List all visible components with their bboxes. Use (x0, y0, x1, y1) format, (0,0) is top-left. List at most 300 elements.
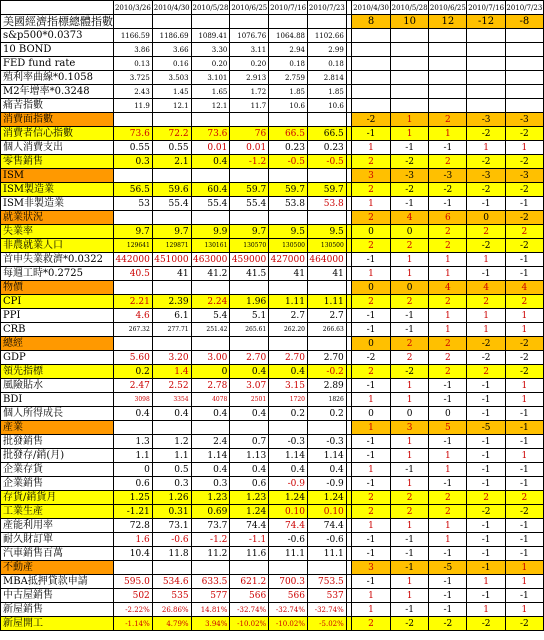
value-cell[interactable] (269, 561, 308, 575)
signal-cell[interactable]: -1 (429, 379, 467, 393)
signal-cell[interactable] (429, 29, 467, 43)
value-cell[interactable]: 3.86 (114, 43, 153, 57)
signal-cell[interactable] (352, 43, 391, 57)
value-cell[interactable]: 0.01 (230, 141, 269, 155)
value-cell[interactable]: 0.55 (152, 141, 191, 155)
signal-cell[interactable]: 1 (505, 575, 543, 589)
indicator-label[interactable]: PPI (1, 309, 114, 323)
signal-cell[interactable]: 1 (429, 127, 467, 141)
value-cell[interactable] (307, 169, 346, 183)
value-cell[interactable]: 0.4 (269, 463, 308, 477)
signal-cell[interactable]: 1 (352, 141, 391, 155)
value-cell[interactable] (269, 211, 308, 225)
signal-cell[interactable]: 2 (352, 183, 391, 197)
empty-cell[interactable] (191, 15, 230, 29)
signal-cell[interactable]: 1 (429, 323, 467, 337)
signal-cell[interactable]: 4 (467, 281, 505, 295)
value-cell[interactable]: -1.14% (114, 617, 153, 631)
signal-cell[interactable]: -1 (391, 547, 429, 561)
value-cell[interactable]: 0.5 (152, 463, 191, 477)
value-cell[interactable]: 3.30 (191, 43, 230, 57)
signal-cell[interactable]: 2 (467, 491, 505, 505)
value-cell[interactable]: 3.20 (152, 351, 191, 365)
signal-cell[interactable] (467, 43, 505, 57)
signal-cell[interactable] (467, 71, 505, 85)
value-cell[interactable]: -0.6 (307, 533, 346, 547)
value-cell[interactable]: 41 (269, 267, 308, 281)
value-cell[interactable]: -1.2 (230, 155, 269, 169)
date-header[interactable]: 2010/5/28 (191, 1, 230, 15)
signal-cell[interactable]: -1 (467, 533, 505, 547)
signal-cell[interactable]: 1 (429, 253, 467, 267)
signal-cell[interactable]: -1 (352, 323, 391, 337)
value-cell[interactable]: 1.25 (114, 491, 153, 505)
value-cell[interactable]: 5.1 (230, 309, 269, 323)
signal-cell[interactable]: 1 (391, 589, 429, 603)
date-header[interactable]: 2010/4/30 (152, 1, 191, 15)
date-header[interactable]: 2010/7/23 (307, 1, 346, 15)
value-cell[interactable]: 1.24 (307, 491, 346, 505)
date-header[interactable]: 2010/3/26 (114, 1, 153, 15)
signal-cell[interactable]: 1 (505, 393, 543, 407)
signal-cell[interactable]: -3 (467, 169, 505, 183)
signal-cell[interactable]: -2 (467, 155, 505, 169)
signal-cell[interactable]: -1 (505, 477, 543, 491)
value-cell[interactable] (230, 337, 269, 351)
indicator-label[interactable]: 領先指標 (1, 365, 114, 379)
indicator-label[interactable]: 消費者信心指數 (1, 127, 114, 141)
empty-cell[interactable] (307, 15, 346, 29)
indicator-label[interactable]: 零售銷售 (1, 155, 114, 169)
value-cell[interactable]: -0.2 (307, 365, 346, 379)
signal-cell[interactable]: -1 (467, 267, 505, 281)
signal-cell[interactable]: -3 (505, 113, 543, 127)
indicator-label[interactable]: 非農就業人口 (1, 239, 114, 253)
signal-cell[interactable] (352, 71, 391, 85)
signal-cell[interactable]: -1 (352, 435, 391, 449)
signal-total[interactable]: 12 (429, 15, 467, 29)
signal-cell[interactable]: 2 (429, 295, 467, 309)
value-cell[interactable]: 59.7 (307, 183, 346, 197)
signal-cell[interactable]: -2 (391, 365, 429, 379)
signal-cell[interactable]: -1 (391, 463, 429, 477)
signal-cell[interactable]: 1 (352, 463, 391, 477)
value-cell[interactable]: 0.01 (191, 141, 230, 155)
value-cell[interactable]: 0.31 (152, 505, 191, 519)
signal-cell[interactable]: 0 (429, 407, 467, 421)
value-cell[interactable] (191, 561, 230, 575)
value-cell[interactable]: 1.45 (152, 85, 191, 99)
signal-cell[interactable]: -1 (505, 435, 543, 449)
signal-cell[interactable]: -1 (352, 477, 391, 491)
signal-cell[interactable]: -1 (352, 309, 391, 323)
value-cell[interactable]: 1166.59 (114, 29, 153, 43)
indicator-label[interactable]: BDI (1, 393, 114, 407)
value-cell[interactable]: 10.4 (114, 547, 153, 561)
value-cell[interactable] (230, 281, 269, 295)
indicator-label[interactable]: 存貨/銷貨月 (1, 491, 114, 505)
signal-cell[interactable]: 1 (391, 449, 429, 463)
value-cell[interactable]: 9.9 (191, 225, 230, 239)
signal-cell[interactable]: -1 (467, 463, 505, 477)
signal-cell[interactable]: 0 (352, 281, 391, 295)
value-cell[interactable]: 262.20 (269, 323, 308, 337)
signal-cell[interactable]: -1 (391, 141, 429, 155)
indicator-label[interactable]: 中古屋銷售 (1, 589, 114, 603)
value-cell[interactable] (269, 421, 308, 435)
value-cell[interactable]: 1102.66 (307, 29, 346, 43)
signal-cell[interactable]: -2 (505, 211, 543, 225)
indicator-label[interactable]: 首申失業救濟*0.0322 (1, 253, 114, 267)
signal-cell[interactable]: 2 (505, 491, 543, 505)
value-cell[interactable]: 2.814 (307, 71, 346, 85)
indicator-label[interactable]: 工業生產 (1, 505, 114, 519)
indicator-label[interactable]: CPI (1, 295, 114, 309)
value-cell[interactable]: -32.74% (307, 603, 346, 617)
signal-cell[interactable]: -1 (429, 393, 467, 407)
value-cell[interactable]: 53.8 (269, 197, 308, 211)
signal-cell[interactable]: 1 (429, 267, 467, 281)
value-cell[interactable]: 2.99 (307, 43, 346, 57)
value-cell[interactable]: 130500 (269, 239, 308, 253)
value-cell[interactable]: -0.5 (307, 155, 346, 169)
signal-cell[interactable]: -1 (352, 449, 391, 463)
value-cell[interactable]: 2.52 (152, 379, 191, 393)
signal-cell[interactable]: 2 (352, 295, 391, 309)
signal-cell[interactable]: 1 (505, 323, 543, 337)
value-cell[interactable] (191, 113, 230, 127)
value-cell[interactable]: 3098 (114, 393, 153, 407)
indicator-label[interactable]: 痛苦指數 (1, 99, 114, 113)
signal-cell[interactable]: -2 (352, 351, 391, 365)
value-cell[interactable] (114, 169, 153, 183)
indicator-label[interactable]: CRB (1, 323, 114, 337)
indicator-label[interactable]: FED fund rate (1, 57, 114, 71)
value-cell[interactable] (114, 211, 153, 225)
signal-cell[interactable] (391, 43, 429, 57)
value-cell[interactable]: 621.2 (230, 575, 269, 589)
indicator-label[interactable]: 批發存/銷(月) (1, 449, 114, 463)
signal-date-header[interactable]: 2010/5/28 (391, 1, 429, 15)
value-cell[interactable]: 73.6 (191, 127, 230, 141)
date-header[interactable]: 2010/6/25 (230, 1, 269, 15)
signal-cell[interactable]: 2 (352, 155, 391, 169)
value-cell[interactable]: -0.6 (152, 533, 191, 547)
value-cell[interactable]: 55.4 (152, 197, 191, 211)
signal-cell[interactable]: -1 (429, 477, 467, 491)
value-cell[interactable] (152, 561, 191, 575)
value-cell[interactable]: 76 (230, 127, 269, 141)
signal-cell[interactable]: -1 (391, 603, 429, 617)
value-cell[interactable]: 129641 (114, 239, 153, 253)
value-cell[interactable]: 3.15 (269, 379, 308, 393)
value-cell[interactable] (230, 561, 269, 575)
signal-cell[interactable] (352, 29, 391, 43)
value-cell[interactable]: 1.24 (269, 491, 308, 505)
indicator-label[interactable]: 企業存貨 (1, 463, 114, 477)
value-cell[interactable] (307, 421, 346, 435)
signal-cell[interactable]: -1 (467, 393, 505, 407)
signal-cell[interactable]: 4 (429, 281, 467, 295)
signal-cell[interactable]: -1 (467, 407, 505, 421)
value-cell[interactable]: 463000 (191, 253, 230, 267)
value-cell[interactable]: -0.6 (269, 533, 308, 547)
value-cell[interactable]: 55.4 (191, 197, 230, 211)
value-cell[interactable]: 265.61 (230, 323, 269, 337)
value-cell[interactable] (230, 421, 269, 435)
category-label[interactable]: 物價 (1, 281, 114, 295)
signal-cell[interactable]: -2 (467, 127, 505, 141)
value-cell[interactable]: -0.9 (307, 477, 346, 491)
signal-cell[interactable]: -1 (391, 197, 429, 211)
value-cell[interactable]: 3.07 (230, 379, 269, 393)
indicator-label[interactable]: 新屋開工 (1, 617, 114, 631)
signal-cell[interactable]: 1 (352, 197, 391, 211)
empty-cell[interactable] (230, 15, 269, 29)
signal-cell[interactable]: 2 (391, 505, 429, 519)
value-cell[interactable] (191, 211, 230, 225)
signal-cell[interactable]: 2 (505, 295, 543, 309)
value-cell[interactable]: 10.6 (269, 99, 308, 113)
value-cell[interactable]: 11.9 (114, 99, 153, 113)
value-cell[interactable]: 0.13 (114, 57, 153, 71)
signal-cell[interactable]: -2 (467, 505, 505, 519)
value-cell[interactable]: 1064.88 (269, 29, 308, 43)
value-cell[interactable]: 0.6 (114, 477, 153, 491)
signal-cell[interactable] (429, 43, 467, 57)
value-cell[interactable]: 0.4 (230, 463, 269, 477)
signal-cell[interactable]: -3 (429, 169, 467, 183)
value-cell[interactable]: 1.11 (307, 295, 346, 309)
signal-cell[interactable]: 1 (429, 533, 467, 547)
indicator-label[interactable]: 風險貼水 (1, 379, 114, 393)
signal-cell[interactable]: -1 (391, 561, 429, 575)
indicator-label[interactable]: GDP (1, 351, 114, 365)
signal-cell[interactable]: -1 (429, 589, 467, 603)
value-cell[interactable]: 66.5 (269, 127, 308, 141)
signal-cell[interactable]: -1 (429, 141, 467, 155)
indicator-label[interactable]: s&p500*0.0373 (1, 29, 114, 43)
signal-cell[interactable]: 1 (391, 575, 429, 589)
signal-cell[interactable]: -2 (505, 351, 543, 365)
signal-cell[interactable] (467, 57, 505, 71)
value-cell[interactable]: 577 (191, 589, 230, 603)
value-cell[interactable]: 0.23 (307, 141, 346, 155)
value-cell[interactable] (269, 169, 308, 183)
signal-cell[interactable]: 1 (352, 589, 391, 603)
signal-cell[interactable]: 2 (467, 365, 505, 379)
signal-cell[interactable] (352, 57, 391, 71)
empty-cell[interactable] (269, 15, 308, 29)
signal-cell[interactable]: -1 (467, 477, 505, 491)
signal-cell[interactable]: 1 (352, 421, 391, 435)
signal-cell[interactable]: -2 (391, 155, 429, 169)
signal-cell[interactable]: 1 (429, 463, 467, 477)
value-cell[interactable]: 1.26 (152, 491, 191, 505)
value-cell[interactable] (230, 113, 269, 127)
value-cell[interactable]: 2.7 (307, 309, 346, 323)
signal-cell[interactable]: 2 (429, 505, 467, 519)
signal-cell[interactable]: 1 (467, 323, 505, 337)
signal-cell[interactable]: 1 (391, 127, 429, 141)
signal-cell[interactable]: -3 (505, 169, 543, 183)
corner-cell[interactable] (1, 1, 114, 15)
signal-cell[interactable]: 1 (352, 603, 391, 617)
signal-cell[interactable]: 2 (352, 211, 391, 225)
signal-cell[interactable]: 2 (352, 505, 391, 519)
value-cell[interactable]: 4.6 (114, 309, 153, 323)
signal-cell[interactable] (505, 99, 543, 113)
value-cell[interactable]: 1.96 (230, 295, 269, 309)
signal-cell[interactable]: -5 (429, 561, 467, 575)
indicator-label[interactable]: 個人消費支出 (1, 141, 114, 155)
value-cell[interactable] (307, 113, 346, 127)
value-cell[interactable]: 3.101 (191, 71, 230, 85)
value-cell[interactable]: 2.43 (114, 85, 153, 99)
signal-cell[interactable]: 1 (391, 267, 429, 281)
value-cell[interactable]: 0.18 (269, 57, 308, 71)
value-cell[interactable]: 0 (114, 463, 153, 477)
signal-cell[interactable] (391, 85, 429, 99)
value-cell[interactable]: 26.86% (152, 603, 191, 617)
value-cell[interactable]: 5.4 (191, 309, 230, 323)
indicator-label[interactable]: 個人所得成長 (1, 407, 114, 421)
sheet-title[interactable]: 美國經濟指標總體指數 (1, 15, 114, 29)
signal-cell[interactable]: -1 (505, 253, 543, 267)
signal-cell[interactable]: 1 (352, 519, 391, 533)
signal-cell[interactable]: -1 (467, 197, 505, 211)
value-cell[interactable]: 2.1 (152, 155, 191, 169)
value-cell[interactable]: 1.4 (152, 365, 191, 379)
value-cell[interactable]: 1089.41 (191, 29, 230, 43)
value-cell[interactable]: 1.65 (191, 85, 230, 99)
signal-cell[interactable]: -2 (505, 183, 543, 197)
signal-cell[interactable]: -1 (467, 547, 505, 561)
value-cell[interactable]: -32.74% (230, 603, 269, 617)
value-cell[interactable]: 1720 (269, 393, 308, 407)
signal-date-header[interactable]: 2010/6/25 (429, 1, 467, 15)
signal-cell[interactable]: 5 (429, 421, 467, 435)
value-cell[interactable]: 59.7 (269, 183, 308, 197)
value-cell[interactable]: 4078 (191, 393, 230, 407)
value-cell[interactable]: 2.70 (269, 351, 308, 365)
value-cell[interactable]: 2.4 (191, 435, 230, 449)
signal-cell[interactable]: 1 (429, 519, 467, 533)
signal-cell[interactable]: -1 (505, 197, 543, 211)
signal-cell[interactable]: -1 (429, 197, 467, 211)
value-cell[interactable]: -10.02% (269, 617, 308, 631)
category-label[interactable]: 總經 (1, 337, 114, 351)
value-cell[interactable]: 74.4 (230, 519, 269, 533)
value-cell[interactable]: 11.6 (230, 547, 269, 561)
signal-cell[interactable] (505, 43, 543, 57)
value-cell[interactable]: 1186.69 (152, 29, 191, 43)
signal-cell[interactable]: -1 (429, 575, 467, 589)
value-cell[interactable] (191, 281, 230, 295)
signal-cell[interactable]: -2 (505, 337, 543, 351)
signal-cell[interactable]: 2 (352, 617, 391, 631)
value-cell[interactable]: 3.11 (230, 43, 269, 57)
value-cell[interactable] (152, 337, 191, 351)
value-cell[interactable]: 41 (152, 267, 191, 281)
signal-cell[interactable]: 2 (352, 239, 391, 253)
value-cell[interactable] (152, 281, 191, 295)
signal-cell[interactable]: 1 (467, 253, 505, 267)
signal-cell[interactable] (352, 85, 391, 99)
value-cell[interactable]: 11.8 (152, 547, 191, 561)
value-cell[interactable]: 59.7 (230, 183, 269, 197)
signal-cell[interactable]: 1 (391, 113, 429, 127)
signal-cell[interactable]: -2 (505, 365, 543, 379)
value-cell[interactable] (307, 211, 346, 225)
value-cell[interactable] (307, 561, 346, 575)
signal-cell[interactable]: 0 (352, 337, 391, 351)
value-cell[interactable]: 2.78 (191, 379, 230, 393)
value-cell[interactable]: 442000 (114, 253, 153, 267)
value-cell[interactable]: 451000 (152, 253, 191, 267)
signal-cell[interactable]: -1 (467, 449, 505, 463)
signal-cell[interactable]: -2 (429, 183, 467, 197)
empty-cell[interactable] (114, 15, 153, 29)
value-cell[interactable]: 266.63 (307, 323, 346, 337)
signal-cell[interactable]: 0 (352, 407, 391, 421)
value-cell[interactable]: 41.5 (230, 267, 269, 281)
value-cell[interactable]: 0.4 (152, 407, 191, 421)
signal-cell[interactable]: -1 (505, 463, 543, 477)
signal-total[interactable]: 8 (352, 15, 391, 29)
indicator-label[interactable]: 殖利率曲線*0.1058 (1, 71, 114, 85)
indicator-label[interactable]: 每週工時*0.2725 (1, 267, 114, 281)
value-cell[interactable]: 129871 (152, 239, 191, 253)
signal-cell[interactable]: 0 (391, 407, 429, 421)
value-cell[interactable]: 0.3 (191, 477, 230, 491)
value-cell[interactable]: 0.18 (307, 57, 346, 71)
signal-cell[interactable]: -1 (505, 533, 543, 547)
signal-cell[interactable] (505, 71, 543, 85)
signal-date-header[interactable]: 2010/7/23 (505, 1, 543, 15)
value-cell[interactable]: 0.10 (269, 505, 308, 519)
category-label[interactable]: ISM (1, 169, 114, 183)
signal-cell[interactable] (429, 57, 467, 71)
signal-cell[interactable] (391, 71, 429, 85)
value-cell[interactable]: 9.7 (114, 225, 153, 239)
signal-cell[interactable]: -1 (352, 379, 391, 393)
value-cell[interactable]: 1.23 (191, 491, 230, 505)
value-cell[interactable]: -5.02% (307, 617, 346, 631)
signal-cell[interactable]: 1 (467, 141, 505, 155)
value-cell[interactable]: 1826 (307, 393, 346, 407)
value-cell[interactable]: 2.39 (152, 295, 191, 309)
value-cell[interactable]: 11.1 (269, 547, 308, 561)
value-cell[interactable]: 1.1 (114, 449, 153, 463)
value-cell[interactable] (191, 421, 230, 435)
value-cell[interactable]: 2.89 (307, 379, 346, 393)
signal-cell[interactable]: 0 (467, 211, 505, 225)
value-cell[interactable]: 1.72 (230, 85, 269, 99)
value-cell[interactable] (230, 211, 269, 225)
value-cell[interactable]: 9.7 (152, 225, 191, 239)
signal-cell[interactable]: 2 (429, 337, 467, 351)
signal-cell[interactable]: -1 (467, 561, 505, 575)
value-cell[interactable]: 0.3 (114, 155, 153, 169)
indicator-label[interactable]: 耐久財訂單 (1, 533, 114, 547)
value-cell[interactable] (114, 561, 153, 575)
value-cell[interactable]: 1.23 (230, 491, 269, 505)
value-cell[interactable]: 73.6 (114, 127, 153, 141)
signal-cell[interactable]: 1 (467, 575, 505, 589)
value-cell[interactable]: 12.1 (152, 99, 191, 113)
value-cell[interactable]: 53 (114, 197, 153, 211)
